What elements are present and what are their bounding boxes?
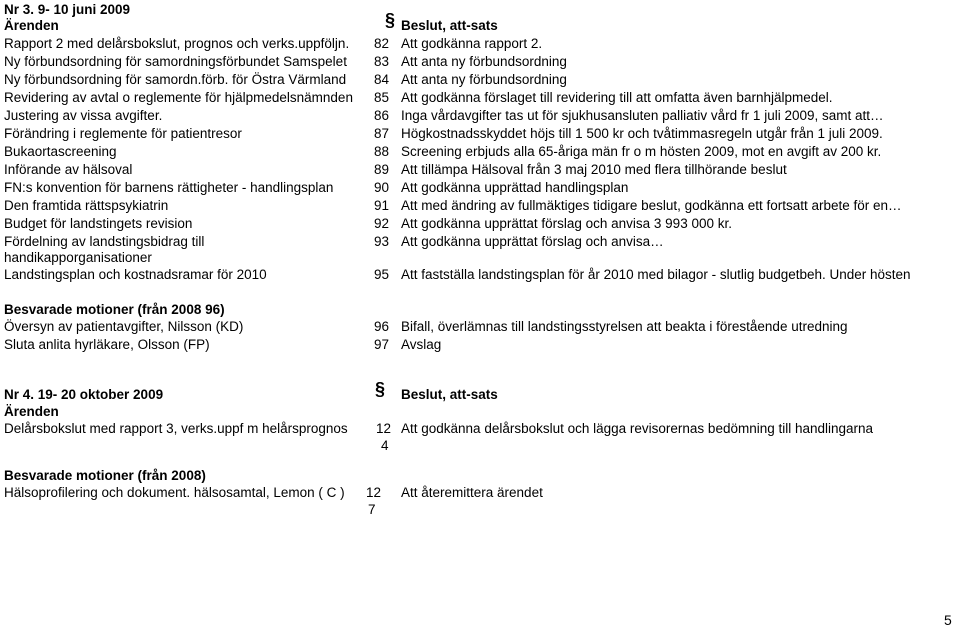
m3-decision-88: Screening erbjuds alla 65-åriga män fr o m hösten 2009, mot en avgift av 200 kr. [401,144,882,159]
m3-num-89: 89 [374,162,390,177]
m3-case-93-line2: handikapporganisationer [4,250,152,265]
m3-case-83: Ny förbundsordning för samordningsförbundet Samspelet [4,54,347,69]
m4-motion-127-num-line2: 7 [368,502,376,517]
meeting4-title: Nr 4. 19- 20 oktober 2009 [4,387,164,402]
m3-case-82: Rapport 2 med delårsbokslut, prognos och verks.uppföljn. [4,36,350,51]
m4-motion-127-decision: Att återemittera ärendet [401,485,543,500]
m3-num-90: 90 [374,180,390,195]
m3-case-85: Revidering av avtal o reglemente för hjälpmedelsnämnden [4,90,353,105]
m4-case-124: Delårsbokslut med rapport 3, verks.uppf m helårsprognos [4,421,348,436]
m3-num-91: 91 [374,198,390,213]
meeting4-agenda-heading: Ärenden [4,404,59,419]
m3-case-90: FN:s konvention för barnens rättigheter - handlingsplan [4,180,334,195]
m3-motion-96-case: Översyn av patientavgifter, Nilsson (KD) [4,319,244,334]
m4-num-124: 12 [376,421,392,436]
m3-num-85: 85 [374,90,390,105]
m3-case-86: Justering av vissa avgifter. [4,108,163,123]
m4-motion-127-case: Hälsoprofilering och dokument. hälsosamtal, Lemon ( C ) [4,485,345,500]
meeting3-agenda-heading: Ärenden [4,18,59,33]
m3-motion-96-decision: Bifall, överlämnas till landstingsstyrelsen att beakta i förestående utredning [401,319,848,334]
m4-motions-heading: Besvarade motioner (från 2008) [4,468,206,483]
page-number: 5 [944,612,952,628]
m3-case-91: Den framtida rättspsykiatrin [4,198,169,213]
m3-decision-83: Att anta ny förbundsordning [401,54,567,69]
m3-case-93: Fördelning av landstingsbidrag till [4,234,205,249]
m4-motion-127-num: 12 [366,485,382,500]
m3-decision-87: Högkostnadsskyddet höjs till 1 500 kr och tvåtimmasregeln utgår från 1 juli 2009. [401,126,883,141]
m3-decision-90: Att godkänna upprättad handlingsplan [401,180,629,195]
meeting4-paragraph-sign: § [375,379,386,399]
m3-decision-82: Att godkänna rapport 2. [401,36,543,51]
meeting3-decision-heading: Beslut, att-sats [401,18,498,33]
m3-case-92: Budget för landstingets revision [4,216,193,231]
m3-decision-89: Att tillämpa Hälsoval från 3 maj 2010 med flera tillhörande beslut [401,162,787,177]
m3-num-88: 88 [374,144,390,159]
m3-num-83: 83 [374,54,390,69]
m3-num-93: 93 [374,234,390,249]
m3-case-95: Landstingsplan och kostnadsramar för 2010 [4,267,267,282]
m3-motion-97-case: Sluta anlita hyrläkare, Olsson (FP) [4,337,210,352]
m4-num-124-line2: 4 [381,438,389,453]
m3-case-84: Ny förbundsordning för samordn.förb. för Östra Värmland [4,72,347,87]
m3-decision-85: Att godkänna förslaget till revidering till att omfatta även barnhjälpmedel. [401,90,833,105]
m3-num-84: 84 [374,72,390,87]
m3-num-86: 86 [374,108,390,123]
m3-motion-97-decision: Avslag [401,337,442,352]
m3-motion-97-num: 97 [374,337,390,352]
m3-decision-91: Att med ändring av fullmäktiges tidigare beslut, godkänna ett fortsatt arbete för en… [401,198,902,213]
m3-case-88: Bukaortascreening [4,144,117,159]
m3-num-87: 87 [374,126,390,141]
m3-case-89: Införande av hälsoval [4,162,133,177]
m3-decision-95: Att fastställa landstingsplan för år 2010 med bilagor - slutlig budgetbeh. Under hösten [401,267,911,282]
m3-decision-92: Att godkänna upprättat förslag och anvisa 3 993 000 kr. [401,216,732,231]
m3-decision-84: Att anta ny förbundsordning [401,72,567,87]
m3-motion-96-num: 96 [374,319,390,334]
meeting3-paragraph-sign: § [385,10,396,30]
m3-num-95: 95 [374,267,390,282]
m3-num-92: 92 [374,216,390,231]
m3-num-82: 82 [374,36,390,51]
m3-case-87: Förändring i reglemente för patientresor [4,126,242,141]
m3-decision-86: Inga vårdavgifter tas ut för sjukhusansluten palliativ vård fr 1 juli 2009, samt att… [401,108,884,123]
meeting4-decision-heading: Beslut, att-sats [401,387,498,402]
m4-decision-124: Att godkänna delårsbokslut och lägga revisorernas bedömning till handlingarna [401,421,874,436]
meeting3-title: Nr 3. 9- 10 juni 2009 [4,2,131,17]
m3-decision-93: Att godkänna upprättat förslag och anvisa… [401,234,664,249]
m3-motions-heading: Besvarade motioner (från 2008 96) [4,302,225,317]
